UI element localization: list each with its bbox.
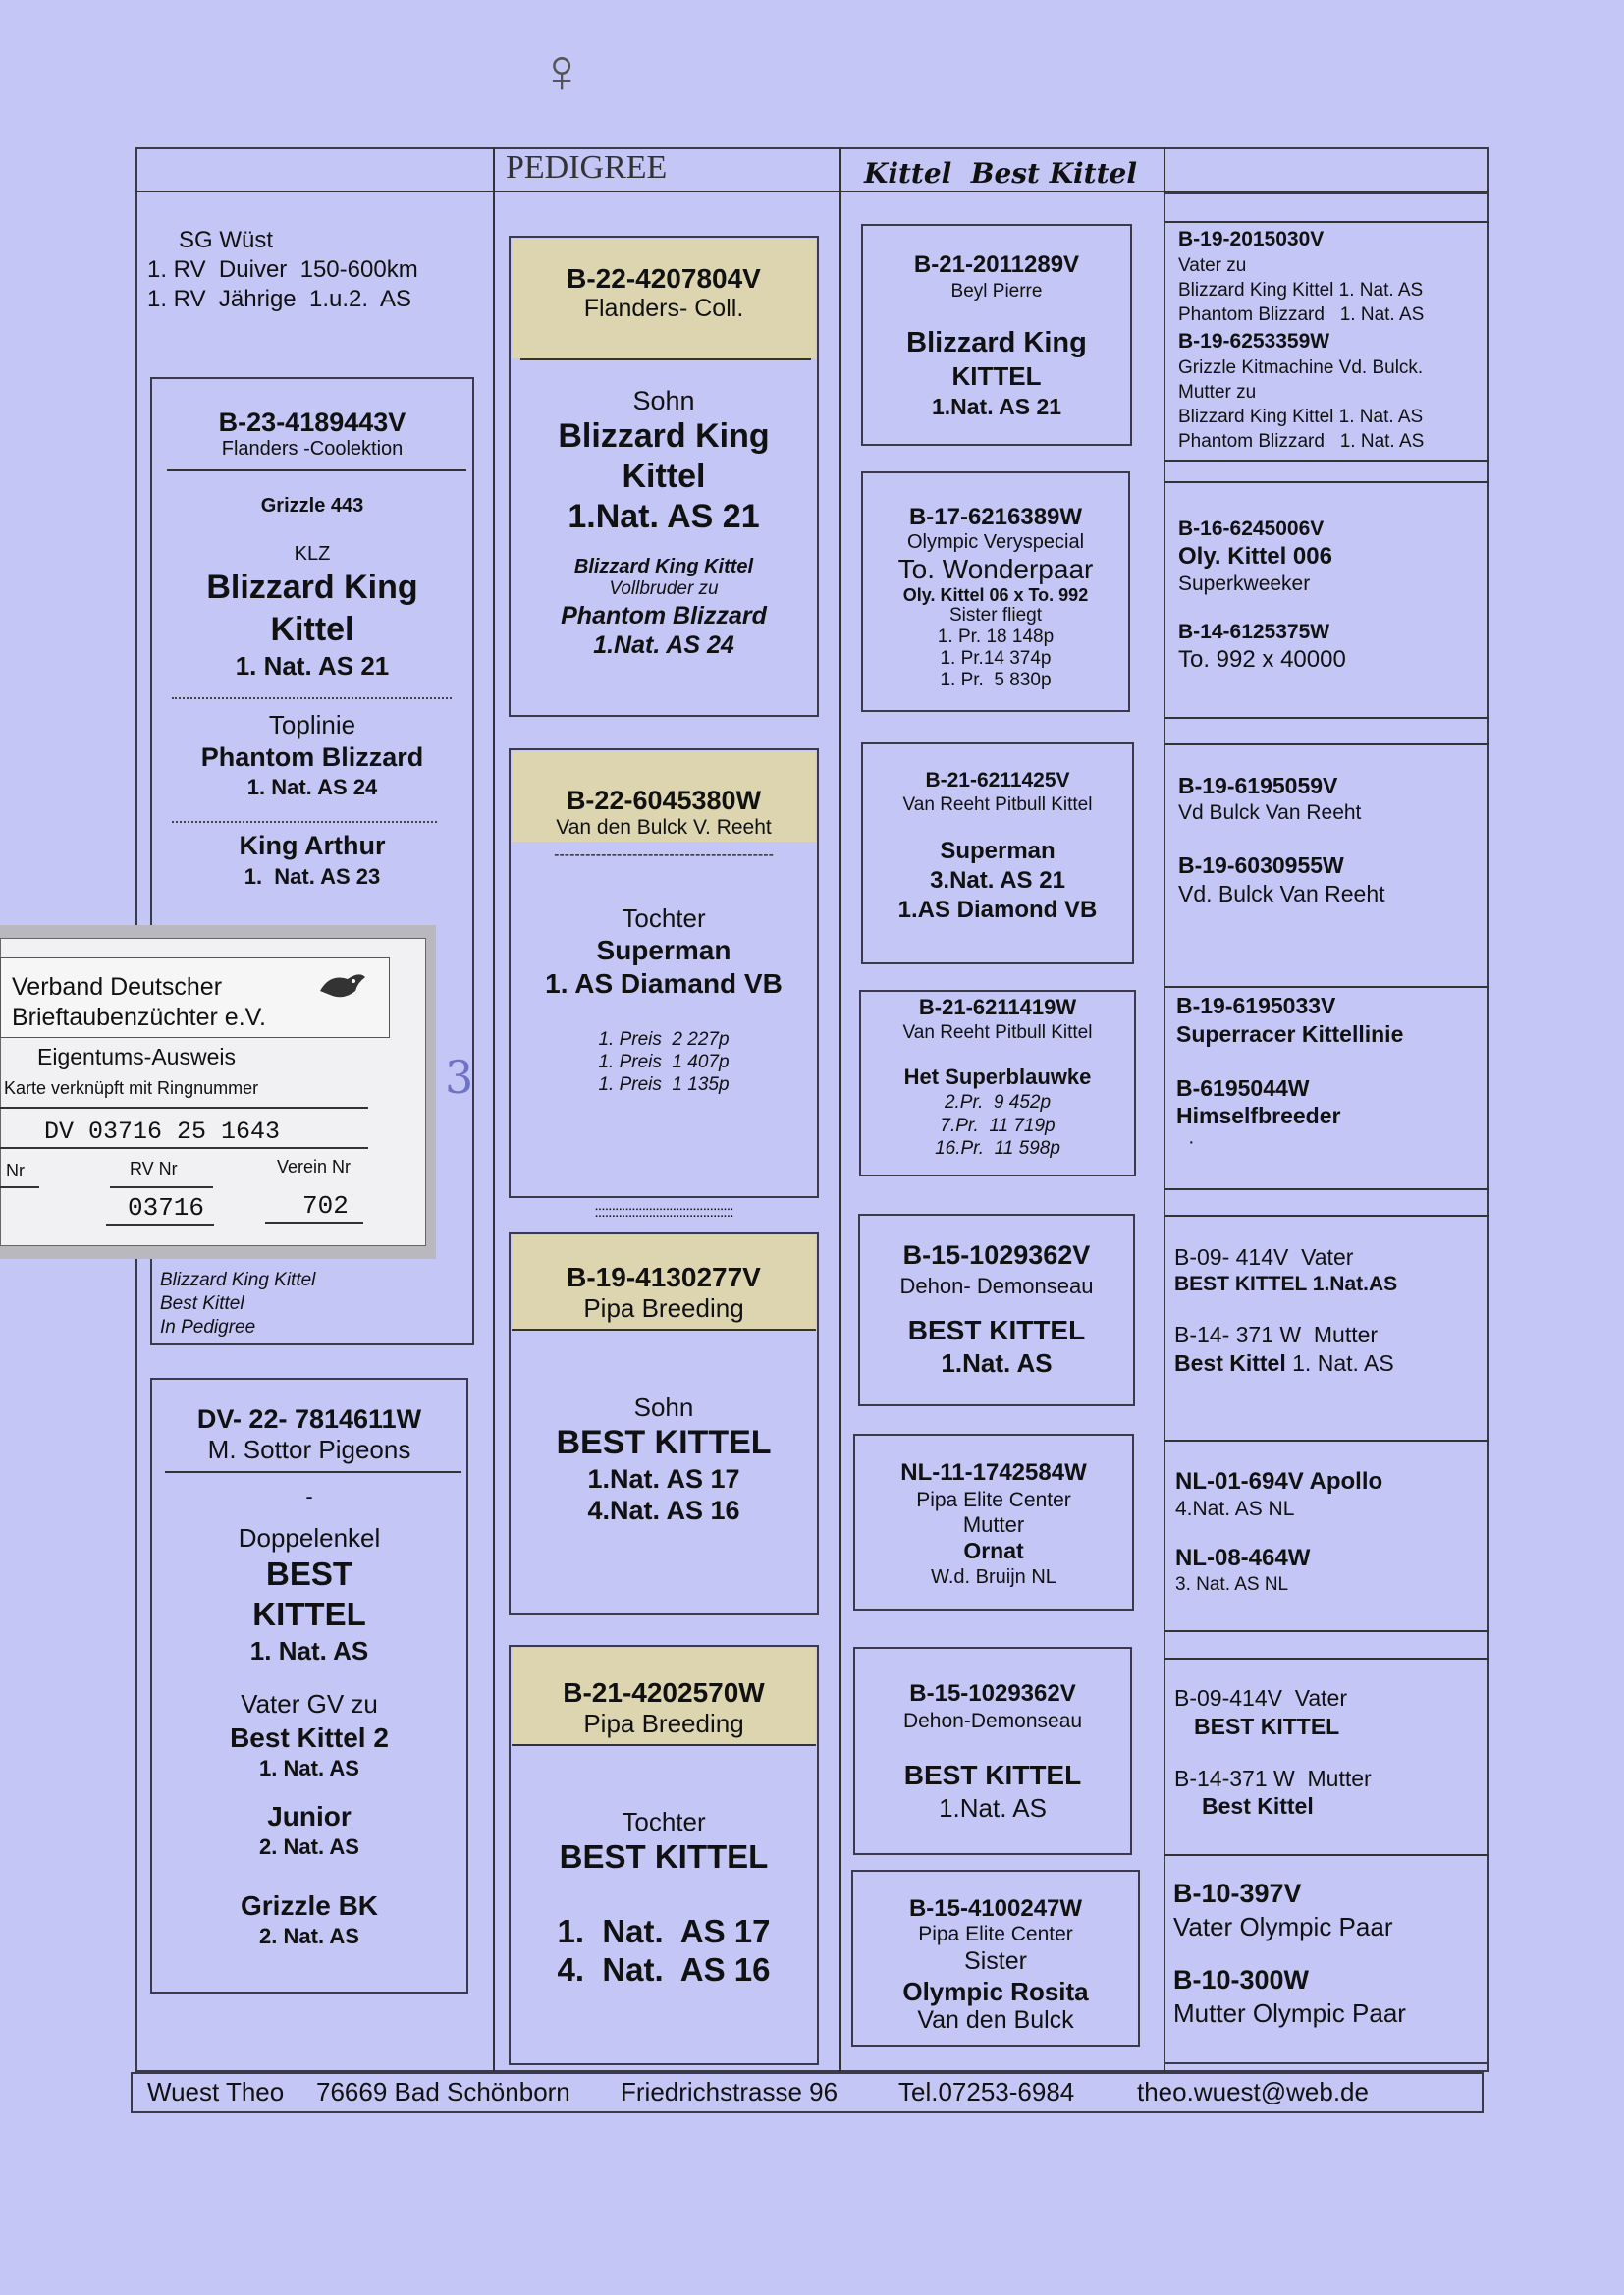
gg6-line-1	[1175, 1467, 1382, 1497]
p4-ring: B-21-4202570W	[563, 1677, 765, 1708]
gg5-line-4b: 1. Nat. AS	[1292, 1349, 1394, 1376]
g3-title-1: 3.Nat. AS 21	[930, 867, 1065, 894]
gg8-line-3: B-10-300W	[1173, 1965, 1310, 1995]
p1-breeder: Flanders- Coll.	[583, 295, 744, 322]
g7-title: 1.Nat. AS	[939, 1793, 1047, 1824]
gg6-line-3: NL-08-464W	[1175, 1545, 1311, 1572]
gg8-line-2: Vater Olympic Paar	[1173, 1911, 1393, 1941]
gg8-line-4: Mutter Olympic Paar	[1173, 1998, 1406, 2028]
card-rule-5	[106, 1224, 214, 1226]
card-head-rv: RV Nr	[130, 1159, 178, 1178]
ggp-7	[1174, 1684, 1372, 1821]
g7-name: BEST KITTEL	[903, 1760, 1082, 1791]
g3-breeder: Van Reeht Pitbull Kittel	[902, 794, 1093, 816]
parent-4-body	[512, 1807, 816, 1990]
g2-line-1: Sister fliegt	[949, 605, 1042, 627]
p1-rel: Sohn	[632, 386, 695, 415]
g2-ring: B-17-6216389W	[908, 504, 1083, 530]
p2-name: Superman	[596, 935, 731, 966]
gp-7	[855, 1679, 1130, 1825]
card-rule-3	[0, 1186, 39, 1188]
ggp-rule-2	[1164, 717, 1489, 719]
dam-junior-title: 2. Nat. AS	[259, 1834, 359, 1859]
bird-toplinie: Toplinie	[268, 710, 356, 739]
dam-title: 1. Nat. AS	[249, 1635, 369, 1666]
p3-title-2: 4.Nat. AS 16	[587, 1496, 740, 1526]
gg1-line-8: Blizzard King Kittel 1. Nat. AS	[1178, 407, 1424, 428]
card-ring: DV 03716 25 1643	[44, 1118, 281, 1146]
card-verein: 702	[302, 1191, 349, 1221]
bird-relations-2	[152, 830, 472, 890]
p1-ring: B-22-4207804V	[567, 263, 761, 294]
g3-title-2: 1.AS Diamond VB	[897, 897, 1098, 923]
parent-4-header	[512, 1677, 816, 1739]
pigeon-logo	[316, 967, 369, 1003]
g2-line-2: 1. Pr. 18 148p	[937, 627, 1055, 648]
p2-result-1: 1. Preis 2 227p	[598, 1029, 730, 1051]
p3-name: BEST KITTEL	[556, 1424, 772, 1462]
p2-rel: Tochter	[622, 903, 706, 933]
gg5-line-2: BEST KITTEL 1.Nat.AS	[1174, 1272, 1398, 1295]
g6-line-3: W.d. Bruijn NL	[931, 1565, 1056, 1588]
parent-1-header	[512, 263, 816, 323]
bird-rule	[167, 469, 466, 471]
gg2-line-2: Oly. Kittel 006	[1178, 543, 1332, 571]
p2-dashes: ------------------------------------------	[554, 847, 774, 863]
p2-ring: B-22-6045380W	[566, 786, 762, 815]
gg3-line-4: Vd. Bulck Van Reeht	[1178, 880, 1385, 906]
gg4-line-1: B-19-6195033V	[1176, 993, 1336, 1018]
ggp-1	[1178, 226, 1424, 455]
g4-name: Het Superblauwke	[903, 1065, 1092, 1090]
dam-name-1: BEST	[265, 1556, 352, 1592]
gp-3	[863, 768, 1132, 925]
ggp-rule-7	[1164, 1854, 1489, 1856]
gg5-line-3: B-14- 371 W Mutter	[1174, 1322, 1379, 1347]
parent-separator: :::::::::::::::::::::::::::::::::::::::::	[594, 1204, 733, 1221]
p3-title-1: 1.Nat. AS 17	[587, 1463, 740, 1494]
gg5-line-4a: Best Kittel	[1174, 1349, 1286, 1376]
g2-line-3: 1. Pr.14 374p	[940, 648, 1052, 670]
g5-name: BEST KITTEL	[907, 1315, 1086, 1346]
gg7-line-3: B-14-371 W Mutter	[1174, 1765, 1372, 1791]
g6-breeder: Pipa Elite Center	[916, 1488, 1071, 1511]
dam-grizzle-title: 2. Nat. AS	[259, 1923, 359, 1948]
gg1-line-2: Vater zu	[1178, 254, 1247, 276]
bird-tag: KLZ	[294, 543, 331, 565]
dam-tag: Doppelenkel	[238, 1522, 381, 1553]
bird-rel1-name: Phantom Blizzard	[200, 741, 424, 772]
ggp-rule-2b	[1164, 743, 1489, 745]
gg6-line-1b: Apollo	[1309, 1468, 1383, 1495]
ggp-5	[1174, 1243, 1397, 1378]
dam-name-2: KITTEL	[252, 1596, 366, 1633]
dam-breeder: M. Sottor Pigeons	[207, 1435, 411, 1464]
g3-name: Superman	[940, 838, 1056, 864]
ggp-rule-4b	[1164, 1215, 1489, 1217]
g1-name-1: Blizzard King	[906, 326, 1087, 358]
p4-rel: Tochter	[622, 1807, 706, 1836]
dam-grizzle: Grizzle BK	[240, 1889, 379, 1921]
ggp-2	[1178, 517, 1346, 675]
dam-gv-name: Best Kittel 2	[230, 1721, 389, 1753]
dam-info	[152, 1483, 466, 1949]
p4-name: BEST KITTEL	[559, 1838, 769, 1876]
g2-line-4: 1. Pr. 5 830p	[940, 670, 1052, 690]
p1-note-4: 1.Nat. AS 24	[593, 630, 734, 659]
bird-rel2-title: 1. Nat. AS 23	[244, 863, 381, 889]
gg2-line-1: B-16-6245006V	[1178, 518, 1325, 540]
card-rule-4	[110, 1186, 213, 1188]
owner-result-1: 1. RV Duiver 150-600km	[147, 256, 418, 283]
g1-title: 1.Nat. AS 21	[931, 393, 1062, 419]
g7-ring: B-15-1029362V	[909, 1680, 1076, 1707]
gg2-line-4: B-14-6125375W	[1178, 620, 1330, 643]
card-org	[12, 972, 266, 1034]
parent-1-body	[512, 385, 816, 660]
g8-breeder: Pipa Elite Center	[918, 1923, 1073, 1946]
p2-title: 1. AS Diamand VB	[545, 967, 783, 999]
p4-rule	[512, 1744, 816, 1746]
g4-result-2: 7.Pr. 11 719p	[940, 1115, 1056, 1136]
gg1-line-7: Mutter zu	[1178, 381, 1257, 403]
g2-name: To. Wonderpaar	[897, 553, 1094, 584]
p1-name-1: Blizzard King	[558, 417, 770, 456]
gg7-line-4: Best Kittel	[1202, 1793, 1314, 1820]
gg4-line-2: Superracer Kittellinie	[1176, 1020, 1404, 1047]
gg1-line-1: B-19-2015030V	[1178, 228, 1325, 250]
gp-4	[861, 994, 1134, 1161]
footer-email: theo.wuest@web.de	[1137, 2077, 1369, 2106]
g7-breeder: Dehon-Demonseau	[902, 1710, 1083, 1732]
owner-block	[147, 226, 418, 314]
g8-line-1: Sister	[964, 1947, 1027, 1976]
header-names: Kittel Best Kittel	[864, 157, 1138, 190]
ggp-rule-1	[1164, 460, 1489, 462]
p1-note-1: Blizzard King Kittel	[573, 555, 754, 577]
bird-footnote	[160, 1269, 315, 1339]
gp-5	[860, 1239, 1133, 1380]
gg6-line-2: 4.Nat. AS NL	[1175, 1498, 1295, 1520]
g6-ring: NL-11-1742584W	[900, 1459, 1087, 1486]
gg5-line-4	[1174, 1349, 1397, 1378]
bird-dots-2	[172, 821, 437, 823]
card-org-2: Brieftaubenzüchter e.V.	[12, 1004, 266, 1032]
ggp-4	[1176, 992, 1403, 1155]
p1-rule	[520, 358, 811, 360]
ggp-rule-5	[1164, 1440, 1489, 1442]
g4-breeder: Van Reeht Pitbull Kittel	[902, 1021, 1093, 1043]
gg5-line-1: B-09- 414V Vater	[1174, 1244, 1354, 1270]
ggp-rule-6	[1164, 1630, 1489, 1632]
p2-result-2: 1. Preis 1 407p	[598, 1052, 730, 1073]
bird-foot-3: In Pedigree	[160, 1316, 256, 1338]
p2-breeder: Van den Bulck V. Reeht	[556, 816, 772, 839]
card-head-nr: Nr	[6, 1161, 25, 1180]
p3-rel: Sohn	[633, 1393, 694, 1422]
card-title: Eigentums-Ausweis	[37, 1044, 236, 1069]
gg4-line-4: Himselfbreeder	[1176, 1103, 1341, 1129]
gg4-line-3: B-6195044W	[1176, 1074, 1310, 1101]
card-subtitle: Karte verknüpft mit Ringnummer	[4, 1078, 259, 1098]
gg1-line-5: B-19-6253359W	[1178, 329, 1330, 353]
g1-ring: B-21-2011289V	[913, 251, 1080, 278]
parent-2-header	[512, 786, 816, 840]
g8-line-2: Olympic Rosita	[902, 1976, 1089, 2006]
owner-name: SG Wüst	[179, 227, 274, 253]
p4-breeder: Pipa Breeding	[583, 1709, 744, 1738]
gg1-line-9: Phantom Blizzard 1. Nat. AS	[1178, 431, 1425, 453]
card-rule-6	[265, 1222, 363, 1224]
bird-header	[152, 408, 472, 461]
bird-breeder: Flanders -Coolektion	[221, 438, 404, 460]
p3-rule	[512, 1329, 816, 1331]
ggp-rule-1b	[1164, 481, 1489, 483]
parent-3-body	[512, 1393, 816, 1527]
card-rv: 03716	[128, 1193, 205, 1223]
dam-rule	[165, 1471, 461, 1473]
gg7-line-1: B-09-414V Vater	[1174, 1685, 1348, 1711]
footer-city: 76669 Bad Schönborn	[316, 2077, 570, 2106]
g4-result-1: 2.Pr. 9 452p	[944, 1091, 1052, 1113]
g5-title: 1.Nat. AS	[941, 1348, 1053, 1379]
gg6-line-1a: NL-01-694V	[1175, 1468, 1304, 1495]
gp-2	[863, 504, 1128, 691]
dam-header	[152, 1404, 466, 1465]
gg1-line-4: Phantom Blizzard 1. Nat. AS	[1178, 304, 1425, 326]
bird-foot-2: Best Kittel	[160, 1292, 244, 1314]
gg2-line-5: To. 992 x 40000	[1178, 645, 1346, 673]
g5-breeder: Dehon- Demonseau	[899, 1273, 1094, 1298]
g6-line-2: Ornat	[963, 1538, 1024, 1564]
dam-ring: DV- 22- 7814611W	[196, 1404, 422, 1434]
col-divider-1	[493, 147, 495, 2072]
ggp-rule-4	[1164, 1188, 1489, 1190]
parent-3-header	[512, 1262, 816, 1324]
card-rule-1	[0, 1107, 368, 1109]
p4-title-1: 1. Nat. AS 17	[557, 1912, 771, 1949]
gg2-line-3: Superkweeker	[1178, 573, 1311, 596]
bird-name-1: Blizzard King	[206, 569, 418, 606]
g2-breeder: Olympic Veryspecial	[906, 530, 1085, 553]
p1-title: 1.Nat. AS 21	[568, 497, 760, 535]
p2-result-3: 1. Preis 1 135p	[598, 1073, 730, 1095]
footer-tel: Tel.07253-6984	[898, 2077, 1075, 2106]
g4-ring: B-21-6211419W	[918, 995, 1077, 1019]
dam-gv-title: 1. Nat. AS	[259, 1755, 359, 1780]
bird-rel2-name: King Arthur	[239, 831, 386, 860]
footer-name: Wuest Theo	[147, 2077, 285, 2106]
gg4-line-5: ·	[1188, 1131, 1195, 1153]
bird-dots-1	[172, 697, 452, 699]
ggp-6	[1175, 1467, 1382, 1597]
card-stray-mark: 3	[445, 1051, 474, 1104]
ggp-rule-3	[1164, 986, 1489, 988]
card-rule-2	[0, 1147, 368, 1149]
g6-line-1: Mutter	[962, 1511, 1025, 1537]
p1-name-2: Kittel	[622, 458, 706, 496]
dam-junior: Junior	[267, 1801, 352, 1831]
ggp-3	[1178, 772, 1385, 908]
g3-ring: B-21-6211425V	[925, 769, 1070, 792]
dam-dash: -	[305, 1484, 313, 1508]
gg3-line-3: B-19-6030955W	[1178, 852, 1344, 878]
g1-breeder: Beyl Pierre	[950, 281, 1043, 301]
gp-1	[863, 250, 1130, 420]
bird-relations	[152, 709, 472, 801]
dam-gv: Vater GV zu	[241, 1689, 378, 1719]
card-org-1: Verband Deutscher	[12, 973, 223, 1001]
bird-ring: B-23-4189443V	[218, 408, 406, 437]
p1-note-3: Phantom Blizzard	[561, 601, 767, 629]
gg6-line-4: 3. Nat. AS NL	[1175, 1574, 1289, 1596]
gg3-line-1: B-19-6195059V	[1178, 773, 1338, 798]
ggp-rule-6b	[1164, 1658, 1489, 1660]
p4-title-2: 4. Nat. AS 16	[557, 1951, 771, 1989]
ggp-rule-top	[1164, 221, 1489, 223]
bird-title: 1. Nat. AS 21	[235, 651, 390, 681]
bird-color: Grizzle 443	[260, 495, 364, 517]
p3-breeder: Pipa Breeding	[583, 1293, 744, 1323]
p3-ring: B-19-4130277V	[567, 1262, 761, 1292]
gg1-line-3: Blizzard King Kittel 1. Nat. AS	[1178, 280, 1424, 301]
parent-2-body	[512, 903, 816, 1097]
p1-note-2: Vollbruder zu	[609, 577, 719, 599]
gg1-line-6: Grizzle Kitmachine Vd. Bulck.	[1178, 356, 1424, 378]
g2-cross: Oly. Kittel 06 x To. 992	[902, 584, 1089, 605]
female-symbol: ♀	[538, 35, 585, 106]
g1-name-2: KITTEL	[951, 361, 1042, 391]
gp-8	[853, 1895, 1138, 2036]
gg8-line-1: B-10-397V	[1173, 1879, 1302, 1908]
bird-foot-1: Blizzard King Kittel	[160, 1270, 316, 1290]
g8-ring: B-15-4100247W	[908, 1895, 1083, 1922]
gp-6	[855, 1459, 1132, 1589]
bird-info	[152, 494, 472, 683]
g8-line-3: Van den Bulck	[917, 2006, 1074, 2035]
gg7-line-2: BEST KITTEL	[1194, 1713, 1340, 1739]
card-head-verein: Verein Nr	[277, 1157, 352, 1176]
bird-name-2: Kittel	[270, 610, 354, 648]
footer-street: Friedrichstrasse 96	[621, 2077, 839, 2106]
col-divider-2	[839, 147, 841, 2072]
page-title: PEDIGREE	[506, 149, 668, 186]
ggp-8	[1173, 1878, 1406, 2030]
gg3-line-2: Vd Bulck Van Reeht	[1178, 800, 1362, 824]
g5-ring: B-15-1029362V	[902, 1240, 1091, 1270]
g4-result-3: 16.Pr. 11 598p	[935, 1138, 1060, 1160]
owner-result-2: 1. RV Jährige 1.u.2. AS	[147, 286, 412, 312]
bird-rel1-title: 1. Nat. AS 24	[246, 775, 378, 800]
